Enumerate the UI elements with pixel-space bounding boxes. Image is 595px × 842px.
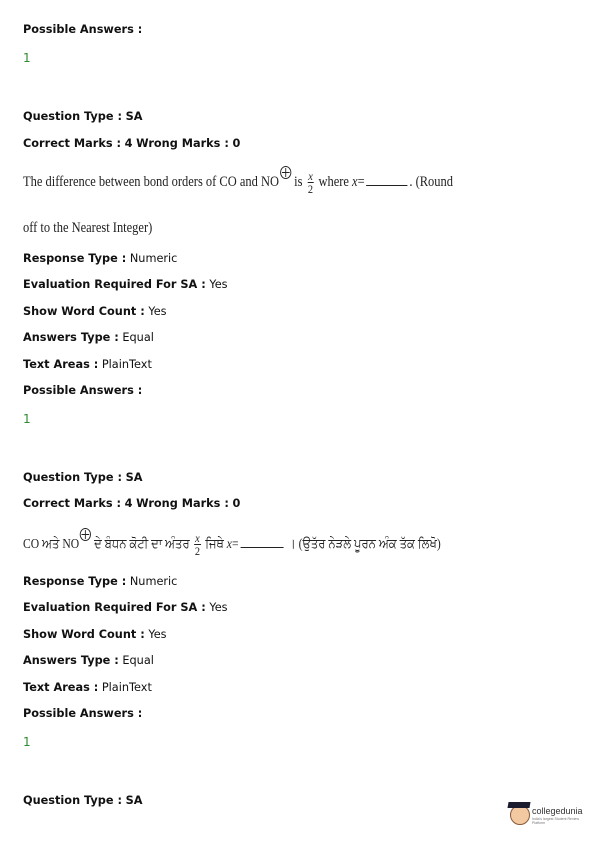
- answers-type-label: Answers Type :: [23, 331, 119, 344]
- text-areas-label: Text Areas :: [23, 681, 99, 694]
- question-type-label: Question Type :: [23, 794, 122, 807]
- question-x-var: x: [352, 174, 358, 190]
- word-count-label: Show Word Count :: [23, 628, 145, 641]
- answers-type-row: [23, 654, 154, 668]
- evaluation-row: [23, 278, 228, 292]
- logo-name: collegedunia: [532, 806, 583, 816]
- answer-blank: [240, 537, 283, 548]
- wrong-marks-label: Wrong Marks :: [136, 497, 229, 510]
- fraction-numerator: x: [195, 531, 200, 546]
- question-type-label: Question Type :: [23, 110, 122, 123]
- text-areas-row: [23, 681, 152, 695]
- evaluation-label: Evaluation Required For SA :: [23, 278, 206, 291]
- answer-blank: [366, 175, 407, 186]
- question-type: [23, 110, 142, 124]
- fraction-x-over-2: [307, 170, 313, 195]
- question-mid: ਦੇ ਬੰਧਨ ਕੋਟੀ ਦਾ ਅੰਤਰ: [94, 536, 190, 551]
- fraction-denominator: 2: [307, 182, 314, 197]
- question-equals: =: [231, 536, 239, 551]
- word-count-row: [23, 628, 167, 642]
- text-areas-value: PlainText: [101, 681, 152, 694]
- text-areas-label: Text Areas :: [23, 358, 99, 371]
- correct-marks-value: 4: [124, 497, 133, 510]
- question-text-line2: off to the Nearest Integer): [23, 220, 153, 236]
- question-type-value: SA: [125, 794, 143, 807]
- wrong-marks-value: 0: [232, 497, 241, 510]
- correct-marks-value: 4: [124, 137, 133, 150]
- answers-type-value: Equal: [122, 654, 154, 667]
- possible-answers-label: Possible Answers :: [23, 707, 143, 720]
- question-equals: =: [357, 174, 365, 190]
- question-no-species: NO: [62, 536, 80, 551]
- wrong-marks-value: 0: [232, 137, 241, 150]
- question-text-part1: CO ਅਤੇ: [23, 536, 63, 551]
- evaluation-value: Yes: [209, 601, 228, 614]
- question-tail: । (ਉਤੱਰ ਨੇੜਲੇ ਪੂਰਨ ਅੰਕ ਤੱਕ ਲਿਖੋ): [287, 536, 441, 551]
- question-type-value: SA: [125, 471, 143, 484]
- possible-answer-value: 1: [23, 51, 31, 65]
- logo-tagline: India's largest Student Review Platform: [532, 817, 579, 825]
- marks-row: [23, 497, 240, 511]
- question-tail: . (Round: [409, 174, 453, 190]
- question-where: ਜਿਥੇ: [205, 536, 227, 551]
- possible-answer-value: 1: [23, 412, 31, 426]
- word-count-value: Yes: [148, 628, 167, 641]
- evaluation-row: [23, 601, 228, 615]
- question-where: where: [318, 174, 353, 190]
- correct-marks-label: Correct Marks :: [23, 137, 122, 150]
- response-type-label: Response Type :: [23, 252, 127, 265]
- fraction-x-over-2: [194, 532, 200, 557]
- text-areas-value: PlainText: [101, 358, 152, 371]
- answers-type-value: Equal: [122, 331, 154, 344]
- question-type-value: SA: [125, 110, 143, 123]
- response-type-row: [23, 252, 177, 266]
- question-type: [23, 794, 142, 808]
- possible-answers-label: Possible Answers :: [23, 23, 143, 36]
- answers-type-row: [23, 331, 154, 345]
- wrong-marks-label: Wrong Marks :: [136, 137, 229, 150]
- word-count-value: Yes: [148, 305, 167, 318]
- collegedunia-logo: [510, 802, 590, 828]
- graduate-face-icon: [510, 805, 530, 825]
- word-count-label: Show Word Count :: [23, 305, 145, 318]
- correct-marks-label: Correct Marks :: [23, 497, 122, 510]
- fraction-numerator: x: [308, 169, 313, 184]
- response-type-row: [23, 575, 177, 589]
- possible-answer-value: 1: [23, 735, 31, 749]
- question-is: is: [294, 174, 303, 190]
- response-type-label: Response Type :: [23, 575, 127, 588]
- question-text-line1: [23, 166, 453, 195]
- response-type-value: Numeric: [129, 252, 178, 265]
- answers-type-label: Answers Type :: [23, 654, 119, 667]
- fraction-denominator: 2: [194, 544, 201, 559]
- graduation-cap-icon: [507, 802, 530, 808]
- text-areas-row: [23, 358, 152, 372]
- response-type-value: Numeric: [129, 575, 178, 588]
- marks-row: [23, 137, 240, 151]
- oplus-icon: [280, 166, 291, 179]
- word-count-row: [23, 305, 167, 319]
- evaluation-value: Yes: [209, 278, 228, 291]
- question-text-part1: The difference between bond orders of CO and: [23, 174, 262, 190]
- question-no-species: NO: [261, 174, 280, 190]
- possible-answers-label: Possible Answers :: [23, 384, 143, 397]
- question-type: [23, 471, 142, 485]
- oplus-icon: [80, 528, 91, 541]
- evaluation-label: Evaluation Required For SA :: [23, 601, 206, 614]
- question-x-var: x: [226, 536, 232, 551]
- question-type-label: Question Type :: [23, 471, 122, 484]
- question-text-punjabi: [23, 528, 441, 557]
